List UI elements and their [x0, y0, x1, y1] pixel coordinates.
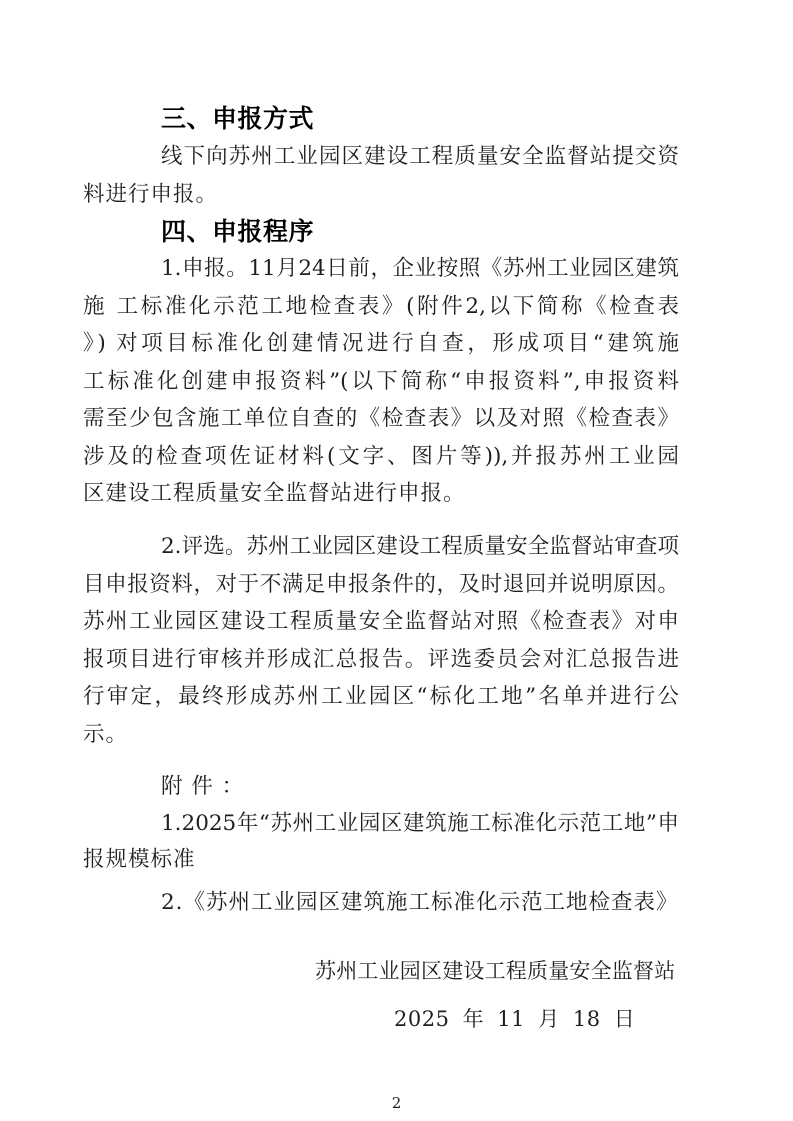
- section-heading-method: [83, 100, 679, 138]
- text-line: 1.申报。11月24日前，企业按照《苏州工业园区建筑: [161, 256, 679, 281]
- paragraph-application-method: [83, 138, 679, 213]
- heading-text: 三、申报方式: [161, 104, 315, 133]
- text-line: 附 件 ：: [161, 774, 245, 799]
- text-line: 1.2025年“苏州工业园区建筑施工标准化示范工地”申: [161, 811, 679, 836]
- text-line: 涉及的检查项佐证材料(文字、图片等)),并报苏州工业园: [83, 443, 679, 469]
- text-line: 示。: [83, 721, 129, 747]
- text-line: 》) 对项目标准化创建情况进行自查，形成项目“建筑施: [83, 331, 679, 356]
- text-line: 线下向苏州工业园区建设工程质量安全监督站提交资: [161, 144, 679, 169]
- attachment-item-2: [83, 884, 679, 922]
- section-heading-procedure: [83, 213, 679, 251]
- text-line: 2.评选。苏州工业园区建设工程质量安全监督站审查项: [161, 534, 679, 559]
- heading-text: 四、申报程序: [161, 217, 315, 246]
- attachment-item-1: [83, 806, 679, 878]
- paragraph-declaration: [83, 250, 679, 513]
- text-line: 2.《苏州工业园区建筑施工标准化示范工地检查表》: [161, 890, 679, 915]
- text-line: 工标准化创建申报资料”(以下简称“申报资料”,申报资料: [83, 368, 679, 394]
- text-line: 需至少包含施工单位自查的《检查表》以及对照《检查表》: [83, 406, 679, 431]
- text-line: 区建设工程质量安全监督站进行申报。: [83, 481, 466, 506]
- text-line: 料进行申报。: [83, 181, 219, 207]
- paragraph-review: [83, 528, 679, 753]
- text-line: 报项目进行审核并形成汇总报告。评选委员会对汇总报告进: [83, 646, 679, 672]
- attachments-label: [83, 768, 679, 806]
- text-line: 行审定，最终形成苏州工业园区“标化工地”名单并进行公: [83, 684, 679, 709]
- text-line: 目申报资料，对于不满足申报条件的，及时退回并说明原因。: [83, 571, 679, 597]
- text-line: 报规模标准: [83, 847, 196, 872]
- signature-organization: 苏州工业园区建设工程质量安全监督站: [315, 959, 676, 983]
- text-line: 苏州工业园区建设工程质量安全监督站对照《检查表》对申: [83, 609, 679, 634]
- signature-date: 2025 年 11 月 18 日: [394, 1007, 636, 1031]
- page-number: 2: [391, 1094, 402, 1112]
- text-line: 施 工标准化示范工地检查表》(附件2,以下简称《检查表: [83, 293, 679, 319]
